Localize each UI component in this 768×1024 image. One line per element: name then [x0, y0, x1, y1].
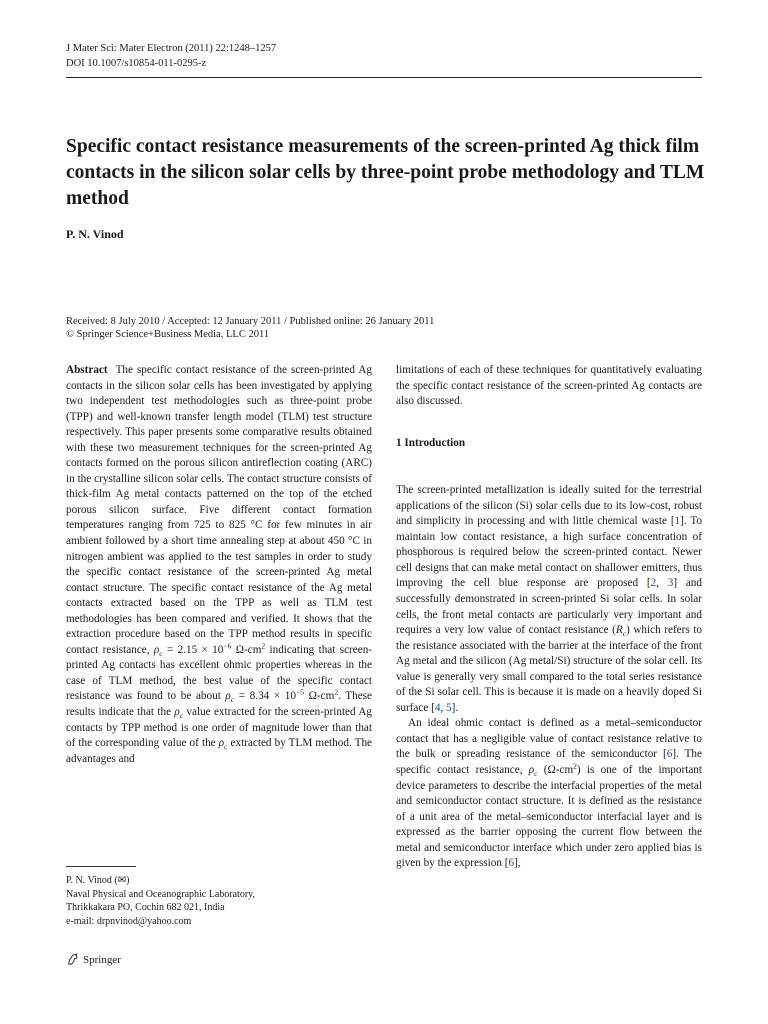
citation-link[interactable]: 5 — [446, 701, 452, 714]
citation-link[interactable]: 4 — [434, 701, 441, 714]
citation-link[interactable]: 1 — [674, 515, 681, 528]
author-affiliation — [66, 874, 255, 928]
right-column — [396, 363, 702, 872]
publication-history: Received: 8 July 2010 / Accepted: 12 January 2011 / Published online: 26 January 2011 — [66, 316, 435, 327]
journal-header — [66, 41, 276, 71]
section-heading-introduction: 1 Introduction — [396, 436, 466, 449]
affiliation-address: Thrikkakara PO, Cochin 682 021, India — [66, 902, 225, 913]
author-name: P. N. Vinod — [66, 227, 124, 241]
header-rule — [66, 77, 702, 78]
author-email[interactable]: e-mail: drpnvinod@yahoo.com — [66, 915, 192, 927]
affiliation-rule — [66, 866, 136, 867]
page-footer — [66, 953, 121, 966]
paper-title: Specific contact resistance measurements of the screen-printed Ag thick film contacts in the silicon solar cells by three-point probe methodology and TLM method — [66, 136, 705, 209]
abstract-continuation: limitations of each of these techniques for quantitatively evaluating the specific contact resistance of the screen-printed Ag contacts are also discussed. — [396, 364, 702, 408]
doi-line[interactable]: DOI 10.1007/s10854-011-0295-z — [66, 58, 207, 69]
abstract: Abstract The specific contact resistance of the screen-printed Ag contacts in the silicon solar cells has been investigated by applying two independent test methodologies such as three-point probe (TPP) and well-known transfer length model (TLM) test structure respectively. This paper presents some comparative results obtained with these two measurement techniques for the screen-printed Ag contacts formed on the porous silicon antireflection coating (ARC) in the crystalline silicon solar cells. The contact structure consists of thick-film Ag metal contacts patterned on the top of the etched porous silicon surface. Five different contact formation temperatures ranging from 725 to 825 °C for few minutes in air ambient followed by a short time annealing step at about 450 °C in nitrogen ambient was applied to the test samples in order to study the specific contact resistance of the screen-printed Ag metal contact structure. The specific contact resistance of the Ag metal contacts extracted based on the TPP as well as TLM test methodologies has been compared and verified. It shows that the extraction procedure based on the TPP method results in specific contact resistance, $\rho_c = 2.15 \times 10^{-6}$ $\Omega-cm^2$ indicating that screen-printed Ag contacts has excellent ohmic properties whereas in the case of TLM method, the best value of the specific contact resistance was found to be about $\rho_c = 8.34 \times 10^{-5}$ $\Omega-cm^2$. These results indicate that the $\rho_c$ value extracted for the screen-printed Ag contacts by TPP method is one order of magnitude lower than that of the corresponding value of the $\rho_c$ extracted by TLM method. The advantages and — [66, 364, 373, 765]
affiliation-institution: Naval Physical and Oceanographic Laboratory, — [66, 888, 255, 900]
springer-horse-icon — [66, 953, 79, 966]
citation-link[interactable]: 3 — [667, 577, 674, 590]
intro-paragraph-2: An ideal ohmic contact is defined as a metal–semiconductor contact that has a negligible value of contact resistance relative to the bulk or spreading resistance of the semiconductor [6]. The specific contact resistance, $\rho_c$ $(\Omega-cm^2)$ is one of the important device parameters to describe the interfacial properties of the metal and semiconductor contact structure. It is defined as the resistance of a unit area of the metal–semiconductor interfacial layer and is expressed as the barrier opposing the current flow between the metal and semiconductor interface which under zero applied bias is given by the expression [6], — [396, 717, 702, 870]
abstract-label: Abstract — [66, 364, 108, 376]
left-column — [66, 363, 372, 767]
intro-paragraph-1: The screen-printed metallization is ideally suited for the terrestrial applications of the silicon (Si) solar cells due to its low-cost, robust and simplicity in processing and with little chemical waste [1]. To maintain low contact resistance, a high surface concentration of phosphorous is required below the screen-printed contact. Newer cell designs that can make metal contact on shallower emitters, thus improving the cell blue response are proposed [2, 3] and successfully demonstrated in screen-printed Si solar cells. In solar cells, the front metal contacts are particularly very important and requires a very low value of contact resistance $(R_c)$ which refers to the resistance associated with the barrier at the interface of the front Ag metal and the silicon (Ag metal/Si) structure of the solar cell. Its value is generally very small compared to the total series resistance of the Si solar cell. This is because it is made on a heavily doped Si surface [4, 5]. — [396, 484, 703, 714]
envelope-icon: ✉ — [117, 875, 127, 886]
article-dates — [66, 315, 434, 341]
publisher-name: Springer — [83, 953, 121, 966]
citation-link[interactable]: 6 — [508, 857, 515, 870]
citation-link[interactable]: 2 — [650, 577, 657, 590]
copyright-line: © Springer Science+Business Media, LLC 2011 — [66, 329, 270, 340]
citation-link[interactable]: 6 — [666, 748, 673, 761]
affiliation-name: P. N. Vinod (✉) — [66, 875, 130, 886]
journal-citation: J Mater Sci: Mater Electron (2011) 22:1248–1257 — [66, 43, 277, 54]
